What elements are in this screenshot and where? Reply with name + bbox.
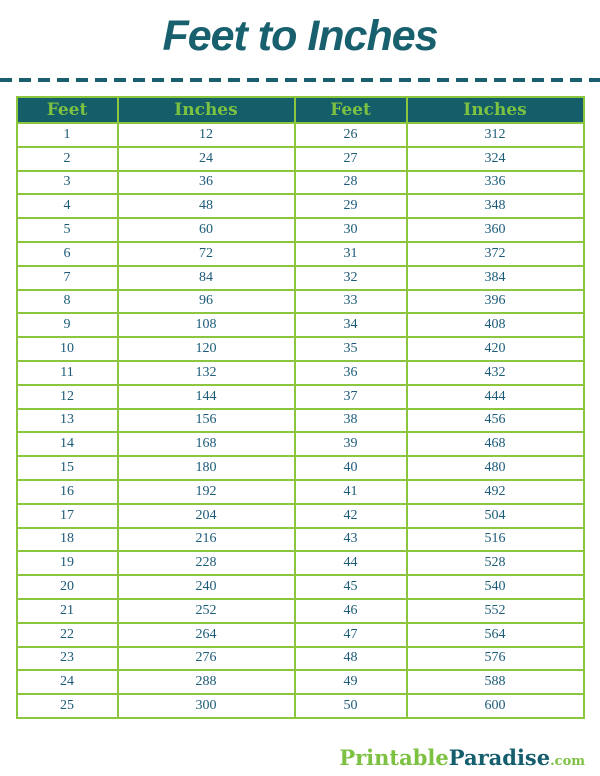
table-row bbox=[17, 290, 584, 314]
feet-cell: 34 bbox=[295, 313, 407, 337]
table-body bbox=[17, 123, 584, 718]
inches-cell: 72 bbox=[118, 242, 295, 266]
header-inches-1: Inches bbox=[118, 97, 295, 123]
table-header-row bbox=[17, 97, 584, 123]
table-row bbox=[17, 218, 584, 242]
feet-cell: 38 bbox=[295, 409, 407, 433]
table-row bbox=[17, 313, 584, 337]
feet-cell: 36 bbox=[295, 361, 407, 385]
inches-cell: 144 bbox=[118, 385, 295, 409]
inches-cell: 504 bbox=[407, 504, 584, 528]
inches-cell: 552 bbox=[407, 599, 584, 623]
feet-cell: 16 bbox=[17, 480, 118, 504]
inches-cell: 180 bbox=[118, 456, 295, 480]
inches-cell: 216 bbox=[118, 528, 295, 552]
feet-cell: 25 bbox=[17, 694, 118, 718]
inches-cell: 600 bbox=[407, 694, 584, 718]
feet-cell: 39 bbox=[295, 432, 407, 456]
table-row bbox=[17, 623, 584, 647]
brand-primary-text: Printable bbox=[339, 745, 449, 770]
inches-cell: 420 bbox=[407, 337, 584, 361]
inches-cell: 576 bbox=[407, 647, 584, 671]
feet-cell: 43 bbox=[295, 528, 407, 552]
feet-cell: 13 bbox=[17, 409, 118, 433]
inches-cell: 228 bbox=[118, 551, 295, 575]
inches-cell: 444 bbox=[407, 385, 584, 409]
table-row bbox=[17, 194, 584, 218]
feet-cell: 10 bbox=[17, 337, 118, 361]
inches-cell: 372 bbox=[407, 242, 584, 266]
feet-cell: 24 bbox=[17, 670, 118, 694]
table-row bbox=[17, 528, 584, 552]
feet-cell: 14 bbox=[17, 432, 118, 456]
feet-cell: 11 bbox=[17, 361, 118, 385]
header-inches-2: Inches bbox=[407, 97, 584, 123]
table-row bbox=[17, 432, 584, 456]
feet-cell: 26 bbox=[295, 123, 407, 147]
feet-cell: 7 bbox=[17, 266, 118, 290]
feet-cell: 8 bbox=[17, 290, 118, 314]
inches-cell: 120 bbox=[118, 337, 295, 361]
inches-cell: 108 bbox=[118, 313, 295, 337]
inches-cell: 252 bbox=[118, 599, 295, 623]
inches-cell: 48 bbox=[118, 194, 295, 218]
feet-cell: 45 bbox=[295, 575, 407, 599]
table-row bbox=[17, 599, 584, 623]
inches-cell: 564 bbox=[407, 623, 584, 647]
feet-cell: 22 bbox=[17, 623, 118, 647]
inches-cell: 360 bbox=[407, 218, 584, 242]
table-row bbox=[17, 647, 584, 671]
feet-cell: 29 bbox=[295, 194, 407, 218]
feet-cell: 47 bbox=[295, 623, 407, 647]
feet-cell: 3 bbox=[17, 171, 118, 195]
table-row bbox=[17, 551, 584, 575]
feet-cell: 40 bbox=[295, 456, 407, 480]
inches-cell: 480 bbox=[407, 456, 584, 480]
feet-cell: 30 bbox=[295, 218, 407, 242]
inches-cell: 468 bbox=[407, 432, 584, 456]
table-row bbox=[17, 575, 584, 599]
inches-cell: 12 bbox=[118, 123, 295, 147]
feet-cell: 42 bbox=[295, 504, 407, 528]
inches-cell: 492 bbox=[407, 480, 584, 504]
inches-cell: 408 bbox=[407, 313, 584, 337]
inches-cell: 276 bbox=[118, 647, 295, 671]
header-feet-2: Feet bbox=[295, 97, 407, 123]
table-row bbox=[17, 504, 584, 528]
feet-cell: 33 bbox=[295, 290, 407, 314]
feet-cell: 4 bbox=[17, 194, 118, 218]
feet-to-inches-table bbox=[16, 96, 585, 719]
inches-cell: 168 bbox=[118, 432, 295, 456]
feet-cell: 35 bbox=[295, 337, 407, 361]
inches-cell: 516 bbox=[407, 528, 584, 552]
inches-cell: 84 bbox=[118, 266, 295, 290]
table-row bbox=[17, 171, 584, 195]
inches-cell: 24 bbox=[118, 147, 295, 171]
feet-cell: 48 bbox=[295, 647, 407, 671]
table-row bbox=[17, 670, 584, 694]
page-title: Feet to Inches bbox=[162, 12, 438, 60]
feet-cell: 37 bbox=[295, 385, 407, 409]
feet-cell: 17 bbox=[17, 504, 118, 528]
table-row bbox=[17, 385, 584, 409]
brand-suffix-text: .com bbox=[550, 754, 585, 769]
feet-cell: 5 bbox=[17, 218, 118, 242]
inches-cell: 288 bbox=[118, 670, 295, 694]
inches-cell: 96 bbox=[118, 290, 295, 314]
table-row bbox=[17, 337, 584, 361]
feet-cell: 21 bbox=[17, 599, 118, 623]
inches-cell: 336 bbox=[407, 171, 584, 195]
brand-logo bbox=[339, 745, 585, 770]
inches-cell: 396 bbox=[407, 290, 584, 314]
inches-cell: 204 bbox=[118, 504, 295, 528]
table-row bbox=[17, 147, 584, 171]
inches-cell: 588 bbox=[407, 670, 584, 694]
dashed-divider bbox=[0, 78, 600, 82]
inches-cell: 192 bbox=[118, 480, 295, 504]
feet-cell: 15 bbox=[17, 456, 118, 480]
feet-cell: 27 bbox=[295, 147, 407, 171]
feet-cell: 31 bbox=[295, 242, 407, 266]
feet-cell: 41 bbox=[295, 480, 407, 504]
feet-cell: 18 bbox=[17, 528, 118, 552]
table-row bbox=[17, 266, 584, 290]
table-row bbox=[17, 409, 584, 433]
table-row bbox=[17, 361, 584, 385]
inches-cell: 240 bbox=[118, 575, 295, 599]
feet-cell: 6 bbox=[17, 242, 118, 266]
feet-cell: 2 bbox=[17, 147, 118, 171]
inches-cell: 264 bbox=[118, 623, 295, 647]
inches-cell: 348 bbox=[407, 194, 584, 218]
feet-cell: 12 bbox=[17, 385, 118, 409]
feet-cell: 20 bbox=[17, 575, 118, 599]
inches-cell: 300 bbox=[118, 694, 295, 718]
feet-cell: 46 bbox=[295, 599, 407, 623]
inches-cell: 528 bbox=[407, 551, 584, 575]
feet-cell: 19 bbox=[17, 551, 118, 575]
feet-cell: 1 bbox=[17, 123, 118, 147]
inches-cell: 384 bbox=[407, 266, 584, 290]
inches-cell: 324 bbox=[407, 147, 584, 171]
table-row bbox=[17, 480, 584, 504]
table-row bbox=[17, 456, 584, 480]
feet-cell: 44 bbox=[295, 551, 407, 575]
inches-cell: 312 bbox=[407, 123, 584, 147]
feet-cell: 9 bbox=[17, 313, 118, 337]
feet-cell: 49 bbox=[295, 670, 407, 694]
inches-cell: 540 bbox=[407, 575, 584, 599]
feet-cell: 23 bbox=[17, 647, 118, 671]
inches-cell: 156 bbox=[118, 409, 295, 433]
inches-cell: 60 bbox=[118, 218, 295, 242]
inches-cell: 456 bbox=[407, 409, 584, 433]
header-feet-1: Feet bbox=[17, 97, 118, 123]
table-row bbox=[17, 123, 584, 147]
inches-cell: 36 bbox=[118, 171, 295, 195]
table-row bbox=[17, 242, 584, 266]
inches-cell: 432 bbox=[407, 361, 584, 385]
feet-cell: 50 bbox=[295, 694, 407, 718]
table-row bbox=[17, 694, 584, 718]
feet-cell: 32 bbox=[295, 266, 407, 290]
feet-cell: 28 bbox=[295, 171, 407, 195]
inches-cell: 132 bbox=[118, 361, 295, 385]
brand-secondary-text: Paradise bbox=[448, 745, 551, 770]
